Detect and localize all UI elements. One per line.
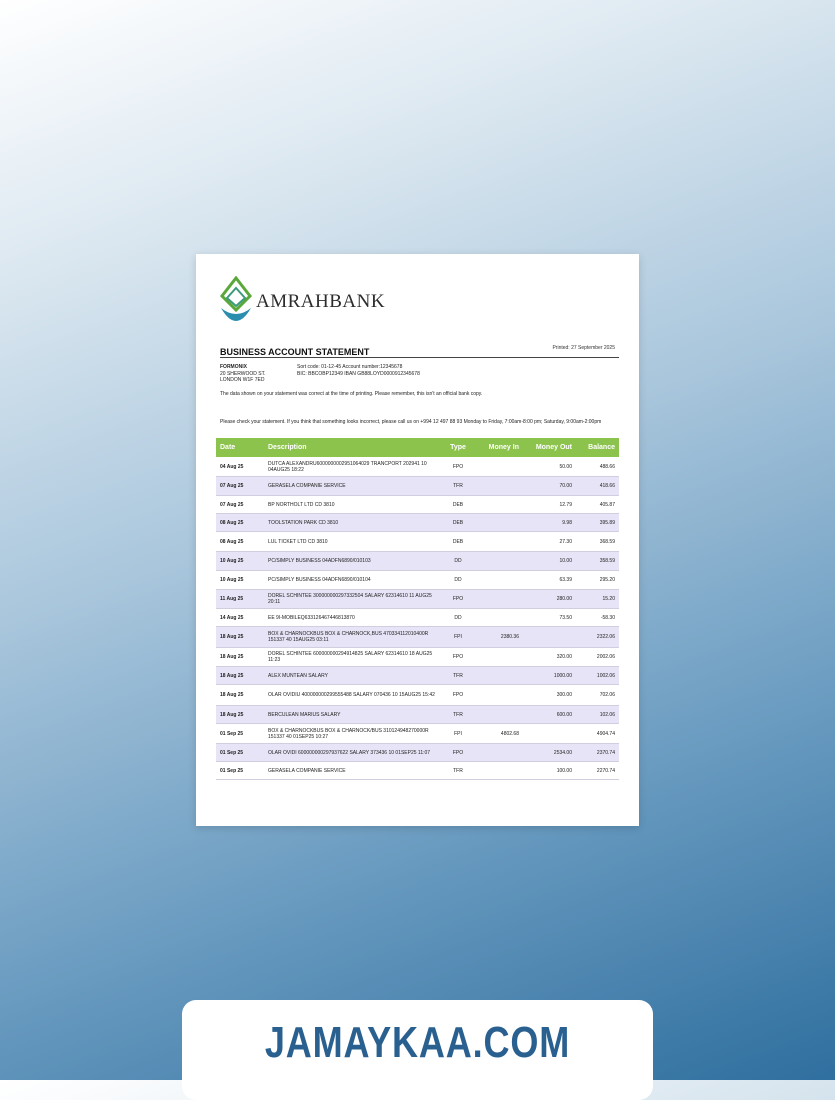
- cell-description: OLAR OVIDIU 400000000299555488 SALARY 070436 10 15AUG25 15:42: [268, 692, 435, 698]
- cell-money-out: 280.00: [556, 596, 572, 602]
- cell-type: DD: [454, 577, 462, 583]
- cell-date: 10 Aug 25: [220, 577, 244, 583]
- cell-description: BP NORTHOLT LTD CD 3810: [268, 501, 335, 508]
- cell-date: 18 Aug 25: [220, 672, 244, 679]
- cell-balance: 2002.06: [596, 654, 615, 660]
- table-row: [216, 532, 619, 552]
- cell-money-out: 320.00: [556, 654, 572, 660]
- footer-banner: [182, 1000, 653, 1100]
- cell-balance: 358.59: [599, 558, 615, 564]
- cell-description: BERCULEAN MARIUS SALARY: [268, 711, 341, 718]
- cell-type: DEB: [452, 501, 464, 508]
- cell-money-out: 9.98: [562, 519, 572, 526]
- cell-balance: 2370.74: [596, 749, 615, 756]
- cell-date: 18 Aug 25: [220, 711, 244, 718]
- cell-date: 18 Aug 25: [220, 692, 244, 698]
- address-line-1: 20 SHERWOOD ST.: [220, 370, 266, 377]
- statement-title: BUSINESS ACCOUNT STATEMENT: [220, 347, 370, 357]
- cell-type: FPO: [452, 654, 464, 660]
- table-row: [216, 552, 619, 571]
- header-description: Description: [268, 443, 307, 451]
- transactions-table: [216, 438, 619, 780]
- company-name: FORMONIX: [220, 364, 247, 370]
- printed-date: Printed: 27 September 2025: [552, 345, 615, 351]
- cell-type: DEB: [452, 538, 464, 545]
- cell-date: 01 Sep 25: [220, 767, 244, 774]
- table-row: [216, 609, 619, 627]
- cell-money-out: 100.00: [556, 767, 572, 774]
- cell-balance: 2322.06: [596, 634, 615, 640]
- cell-description: DOREL SCHINTEE 300000000297332504 SALARY 62314610 11 AUG25 20:11: [268, 593, 432, 605]
- table-row: [216, 496, 619, 514]
- address-line-2: LONDON W1F 7ED: [220, 377, 265, 383]
- cell-money-out: 27.30: [559, 538, 572, 545]
- footer-site-name: JAMAYKAA.COM: [264, 1018, 571, 1067]
- bank-name: AMRAHBANK: [256, 291, 386, 312]
- header-date: Date: [220, 444, 236, 451]
- cell-balance: 702.06: [599, 692, 615, 698]
- cell-type: DEB: [452, 519, 464, 526]
- cell-type: DD: [454, 558, 462, 564]
- cell-money-in: 4802.68: [500, 730, 519, 737]
- table-row: [216, 627, 619, 648]
- cell-money-out: 10.00: [559, 558, 572, 564]
- cell-description: GERASELA COMPANIE SERVICE: [268, 767, 346, 774]
- cell-description: LUL TICKET LTD CD 3810: [268, 538, 328, 545]
- cell-type: FPO: [452, 596, 464, 602]
- cell-type: FPI: [454, 730, 462, 737]
- cell-description: EE 9I-MOBILEQ633126467446813870: [268, 614, 355, 621]
- cell-date: 07 Aug 25: [220, 483, 244, 489]
- cell-date: 01 Sep 25: [220, 730, 244, 737]
- cell-money-out: 63.39: [559, 577, 572, 583]
- cell-description: PC/SIMPLY BUSINESS 04ADFN6890/010104: [268, 577, 371, 583]
- cell-balance: 368.59: [599, 538, 615, 545]
- table-row: [216, 477, 619, 496]
- cell-balance: 488.66: [599, 463, 615, 470]
- cell-date: 07 Aug 25: [220, 501, 244, 508]
- account-identifiers: [297, 364, 420, 377]
- cell-balance: 2270.74: [596, 767, 615, 774]
- cell-type: TFR: [453, 672, 463, 679]
- cell-balance: 102.06: [599, 711, 615, 718]
- header-money-in: Money In: [488, 444, 519, 451]
- cell-description: DOREL SCHINTEE 600000000294914825 SALARY 62314610 18 AUG25 11:23: [268, 651, 433, 663]
- cell-balance: 295.20: [599, 577, 615, 583]
- cell-description: GERASELA COMPANIE SERVICE: [268, 483, 346, 489]
- table-row: [216, 724, 619, 744]
- table-row: [216, 590, 619, 609]
- cell-type: TFR: [453, 711, 463, 718]
- cell-money-out: 70.00: [559, 483, 572, 489]
- cell-description: TOOLSTATION PARK CD 3810: [268, 519, 339, 526]
- bic-iban: BIC: BBCOBP12349 IBAN GB88LOYD0000912345678: [297, 370, 420, 377]
- table-row: [216, 514, 619, 532]
- table-body: [216, 457, 619, 780]
- header-type: Type: [450, 444, 466, 451]
- header-money-out: Money Out: [535, 444, 572, 451]
- cell-balance: -58.30: [600, 614, 615, 621]
- cell-money-out: 73.50: [559, 614, 572, 621]
- cell-type: FPO: [452, 463, 464, 470]
- cell-money-out: 600.00: [556, 711, 572, 718]
- cell-description: DUTCA ALEXANDRU6000000002951064029 TRANCPORT 202941 10 04AUG25 18:22: [268, 460, 427, 473]
- table-row: [216, 667, 619, 685]
- table-row: [216, 571, 619, 590]
- table-row: [216, 744, 619, 762]
- diamond-leaf-logo-icon: [218, 276, 254, 328]
- cell-date: 08 Aug 25: [220, 538, 244, 545]
- cell-type: FPI: [454, 634, 462, 640]
- cell-type: DD: [454, 614, 462, 621]
- statement-document: [196, 254, 639, 826]
- cell-date: 18 Aug 25: [220, 634, 244, 640]
- customer-address: [220, 364, 265, 384]
- cell-type: FPO: [452, 749, 464, 756]
- cell-date: 08 Aug 25: [220, 519, 244, 526]
- cell-money-out: 12.79: [559, 501, 572, 508]
- cell-balance: 395.89: [599, 519, 615, 526]
- table-row: [216, 457, 619, 477]
- contact-note: Please check your statement. If you think that something looks incorrect, please call us on +994 12 497 88 93 Monday to Friday, 7:00am-8:00 pm; Saturday, 9:00am-2:00pm: [220, 419, 602, 425]
- cell-money-out: 300.00: [556, 692, 572, 698]
- printing-note: The data shown on your statement was correct at the time of printing. Please remember, this isn't an official bank copy.: [220, 391, 483, 397]
- table-row: [216, 685, 619, 706]
- cell-description: OLAR OVIDI 600000000297937622 SALARY 373436 10 01SEP25 11:07: [268, 749, 431, 756]
- table-row: [216, 706, 619, 724]
- cell-description: BOX & CHARNOCKBUS BOX & CHARNOCK/BUS 310124948270000R 151337 40 01SEP25 10:27: [268, 727, 429, 740]
- table-header: [216, 438, 619, 457]
- header-balance: Balance: [588, 444, 615, 451]
- cell-description: PC/SIMPLY BUSINESS 04ADFN6890/010103: [268, 558, 371, 564]
- cell-balance: 1002.06: [596, 672, 615, 679]
- cell-balance: 405.87: [599, 501, 615, 508]
- sort-code-account-number: Sort code: 01-12-45 Account number:12345678: [297, 364, 403, 370]
- cell-date: 01 Sep 25: [220, 749, 244, 756]
- cell-money-out: 50.00: [559, 463, 572, 470]
- cell-money-in: 2380.36: [500, 634, 519, 640]
- title-divider: [220, 357, 619, 358]
- cell-balance: 418.66: [599, 483, 615, 489]
- cell-date: 04 Aug 25: [220, 463, 244, 470]
- cell-type: TFR: [453, 483, 463, 489]
- table-row: [216, 648, 619, 667]
- cell-type: FPO: [452, 692, 464, 698]
- table-row: [216, 762, 619, 780]
- cell-date: 11 Aug 25: [220, 596, 244, 602]
- cell-type: TFR: [453, 767, 463, 774]
- cell-description: BOX & CHARNOCKBUS BOX & CHARNOCK,BUS 470334112010400R 151337 40 15AUG25 03:11: [268, 631, 429, 643]
- cell-description: ALEX MUNTEAN SALARY: [268, 672, 328, 679]
- bank-logo: [218, 276, 386, 328]
- cell-date: 10 Aug 25: [220, 558, 244, 564]
- cell-money-out: 2534.00: [553, 749, 572, 756]
- cell-date: 18 Aug 25: [220, 654, 244, 660]
- cell-balance: 4904.74: [596, 730, 615, 737]
- cell-date: 14 Aug 25: [220, 614, 244, 621]
- cell-balance: 15.20: [602, 596, 615, 602]
- cell-money-out: 1000.00: [553, 672, 572, 679]
